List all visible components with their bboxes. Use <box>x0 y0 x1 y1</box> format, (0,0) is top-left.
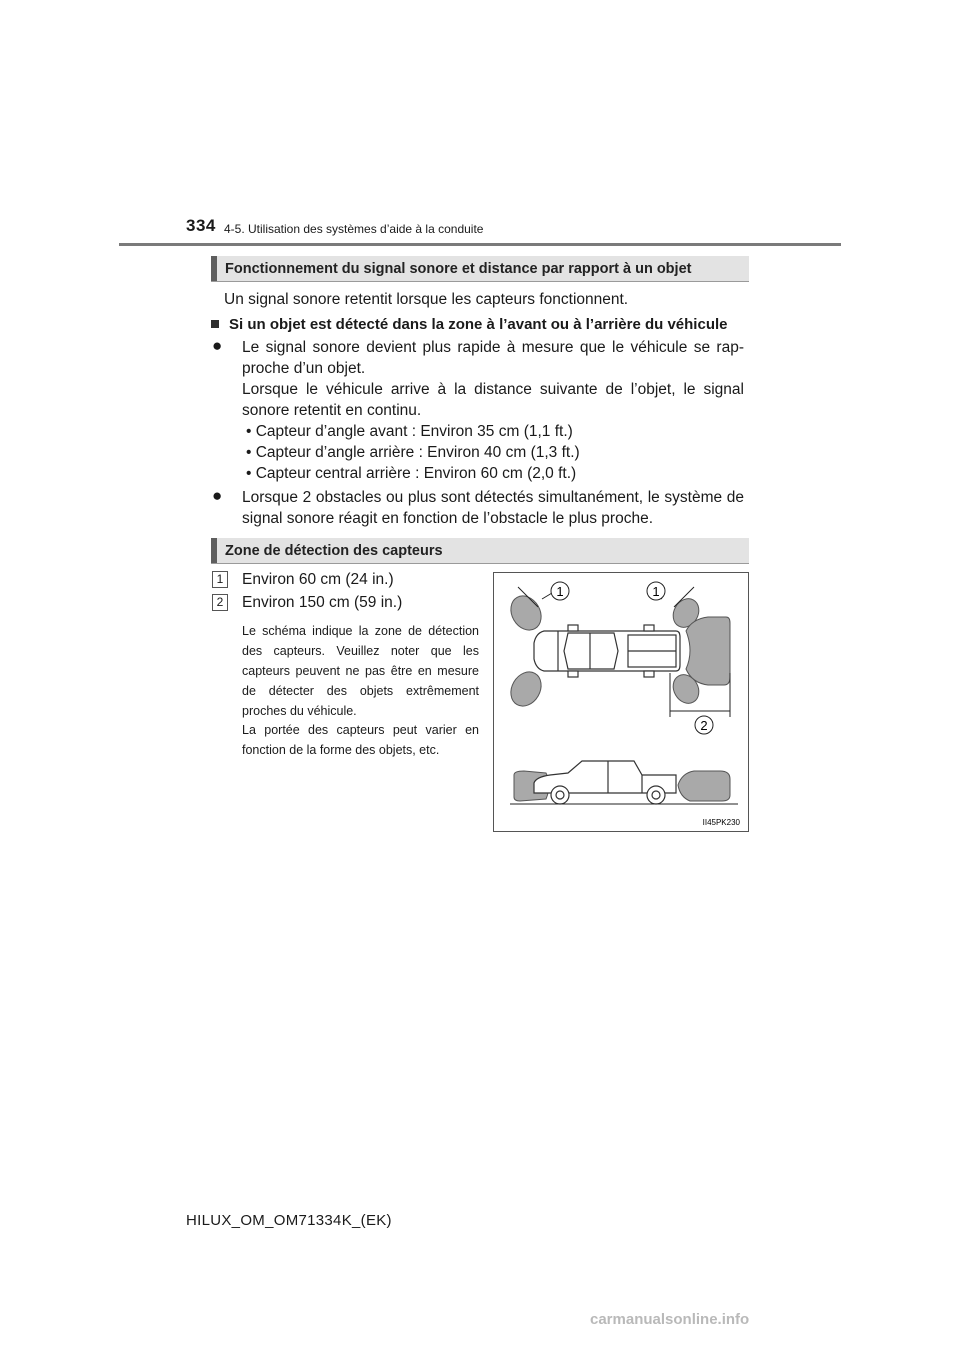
item-text-2: Environ 150 cm (59 in.) <box>242 594 403 611</box>
item-text-1: Environ 60 cm (24 in.) <box>242 571 394 588</box>
heading-accent <box>211 256 217 281</box>
section-breadcrumb: 4-5. Utilisation des systèmes d’aide à la conduite <box>224 222 484 236</box>
bullet1-line1: Le signal sonore devient plus rapide à mesure que le véhicule se rap- <box>242 339 744 356</box>
item-number-2: 2 <box>212 594 228 611</box>
section-heading-text: Fonctionnement du signal sonore et distance par rapport à un objet <box>225 261 692 277</box>
bullet2-paragraph: Lorsque 2 obstacles ou plus sont détectés simultanément, le système de signal sonore réagit en fonction de l’obstacle le plus proche. <box>242 489 744 527</box>
sensor-diagram <box>494 573 748 831</box>
rear-center-zone <box>686 617 730 685</box>
heading-accent <box>211 538 217 563</box>
figure-code: II45PK230 <box>702 818 740 827</box>
distance-rear-corner: • Capteur d’angle arrière : Environ 40 cm (1,3 ft.) <box>246 444 580 461</box>
front-left-zone <box>505 590 547 635</box>
distance-rear-center: • Capteur central arrière : Environ 60 cm (2,0 ft.) <box>246 465 577 482</box>
distance-front-corner: • Capteur d’angle avant : Environ 35 cm (1,1 ft.) <box>246 423 573 440</box>
callout-label-1a: 1 <box>556 584 564 599</box>
section-heading-text: Zone de détection des capteurs <box>225 543 443 559</box>
detection-zone-figure <box>493 572 749 832</box>
round-bullet-icon: ● <box>212 486 223 505</box>
figure-note-1: Le schéma indique la zone de détection des capteurs. Veuillez noter que les capteurs peuvent ne pas être en mesure de détecter des objets extrêmement proches du véhicule. <box>242 624 479 718</box>
side-rear-zone <box>678 771 730 801</box>
square-bullet-icon <box>211 320 219 328</box>
callout-label-2: 2 <box>700 718 708 733</box>
watermark: carmanualsonline.info <box>590 1311 750 1328</box>
page-number: 334 <box>186 216 216 235</box>
subheading-detection-zone: Si un objet est détecté dans la zone à l’avant ou à l’arrière du véhicule <box>229 316 728 333</box>
section-heading-zone <box>211 538 749 564</box>
item-number-1: 1 <box>212 571 228 588</box>
round-bullet-icon: ● <box>212 336 223 355</box>
truck-top-view <box>534 625 680 677</box>
callout-label-1b: 1 <box>652 584 660 599</box>
front-right-zone <box>505 666 547 711</box>
truck-side-view <box>534 761 676 804</box>
header-divider <box>119 243 841 246</box>
bullet1-paragraph: Lorsque le véhicule arrive à la distance suivante de l’objet, le signal sonore retentit en continu. <box>242 381 744 419</box>
figure-note-2: La portée des capteurs peut varier en fonction de la forme des objets, etc. <box>242 723 479 757</box>
bullet1-line2: proche d’un objet. <box>242 360 366 377</box>
intro-paragraph: Un signal sonore retentit lorsque les capteurs fonctionnent. <box>224 291 629 308</box>
document-id: HILUX_OM_OM71334K_(EK) <box>186 1212 392 1229</box>
section-heading-signal <box>211 256 749 282</box>
